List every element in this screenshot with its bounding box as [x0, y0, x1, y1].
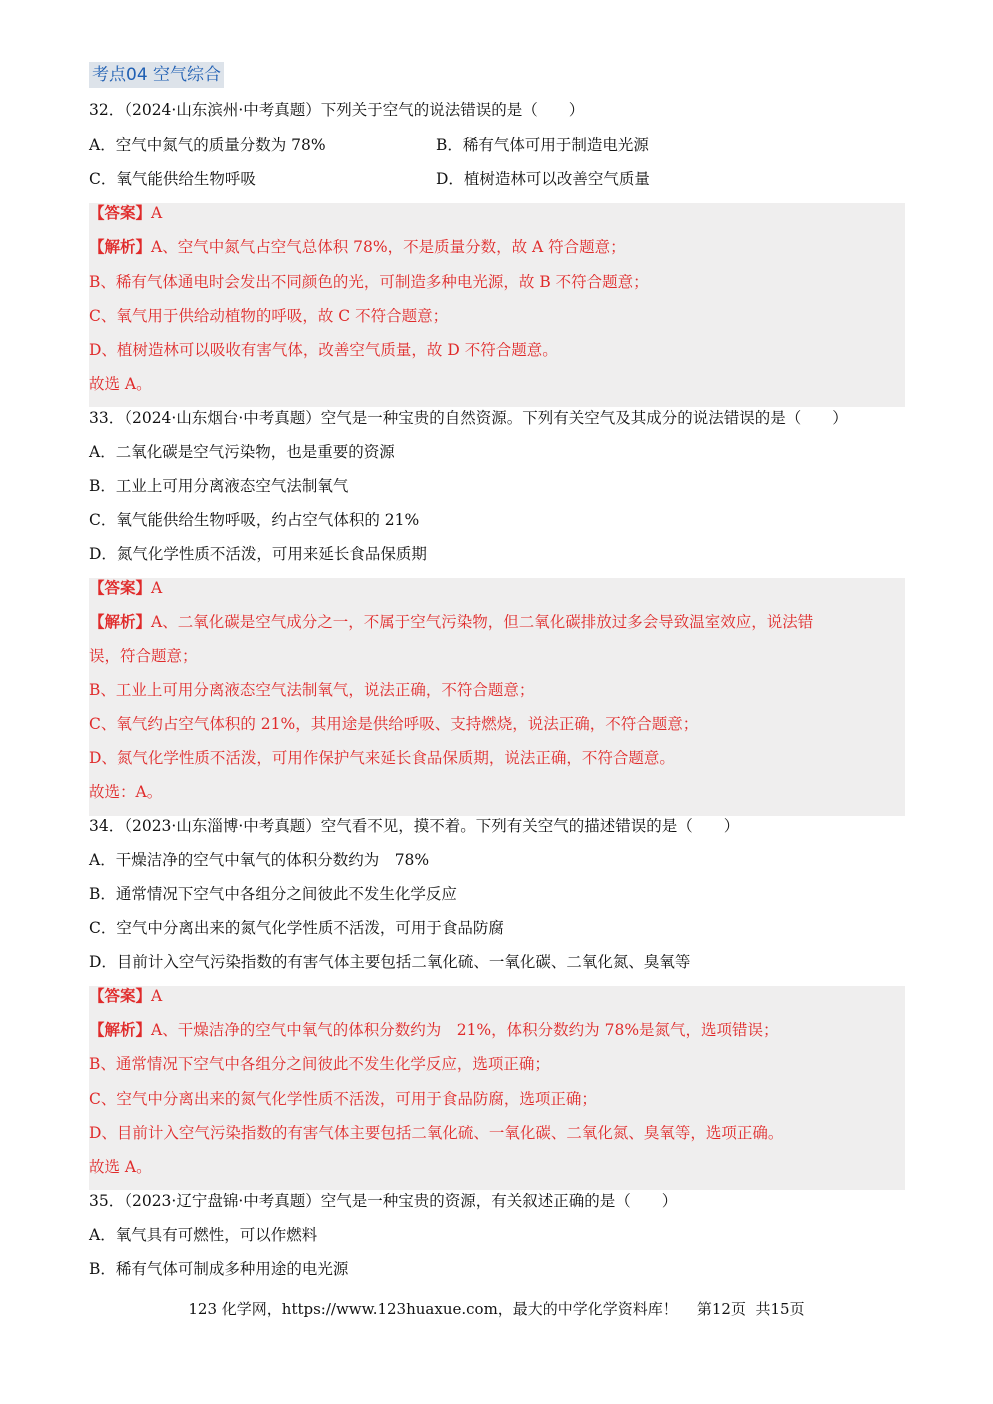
question-35-stem: 35．（2023·辽宁盘锦·中考真题）空气是一种宝贵的资源，有关叙述正确的是（ ） — [89, 1192, 678, 1210]
question-34-option-a: A．干燥洁净的空气中氧气的体积分数约为 78% — [89, 851, 430, 869]
question-32-analysis-2: B、稀有气体通电时会发出不同颜色的光，可制造多种电光源，故 B 不符合题意； — [89, 273, 649, 291]
question-32-analysis-4: D、植树造林可以吸收有害气体，改善空气质量，故 D 不符合题意。 — [89, 341, 558, 359]
question-32-option-d: D．植树造林可以改善空气质量 — [436, 170, 650, 188]
answer-value: A — [151, 204, 163, 222]
page-footer — [0, 1298, 993, 1320]
question-32-stem: 32．（2024·山东滨州·中考真题）下列关于空气的说法错误的是（ ） — [89, 101, 585, 119]
question-34-stem: 34．（2023·山东淄博·中考真题）空气看不见，摸不着。下列有关空气的描述错误的是（ ） — [89, 817, 740, 835]
question-35-option-b: B．稀有气体可制成多种用途的电光源 — [89, 1260, 349, 1278]
question-33-option-d: D．氮气化学性质不活泼，可用来延长食品保质期 — [89, 545, 427, 563]
question-33-option-b: B．工业上可用分离液态空气法制氧气 — [89, 477, 349, 495]
question-34-answer — [89, 985, 162, 1007]
analysis-tag: 【解析】 — [89, 1020, 152, 1039]
question-34-option-d: D．目前计入空气污染指数的有害气体主要包括二氧化硫、一氧化碳、二氧化氮、臭氧等 — [89, 953, 691, 971]
analysis-tag: 【解析】 — [89, 237, 152, 256]
question-34-analysis-4: D、目前计入空气污染指数的有害气体主要包括二氧化硫、一氧化碳、二氧化氮、臭氧等，选项正确。 — [89, 1124, 784, 1142]
footer-page-number: 第12页 共15页 — [696, 1300, 805, 1318]
question-34-analysis-1: 【解析】A、干燥洁净的空气中氧气的体积分数约为 21%，体积分数约为 78%是氮气，选项错误； — [89, 1020, 779, 1039]
question-33-option-c: C．氧气能供给生物呼吸，约占空气体积的 21% — [89, 511, 420, 529]
question-33-analysis-5: D、氮气化学性质不活泼，可用作保护气来延长食品保质期，说法正确，不符合题意。 — [89, 749, 675, 767]
question-32-analysis-1: 【解析】A、空气中氮气占空气总体积 78%，不是质量分数，故 A 符合题意； — [89, 237, 626, 256]
question-35-option-a: A．氧气具有可燃性，可以作燃料 — [89, 1226, 318, 1244]
question-32-analysis-3: C、氧气用于供给动植物的呼吸，故 C 不符合题意； — [89, 307, 449, 325]
answer-value: A — [151, 579, 163, 597]
question-33-answer — [89, 577, 162, 599]
question-32-option-b: B．稀有气体可用于制造电光源 — [436, 136, 649, 154]
analysis-tag: 【解析】 — [89, 612, 152, 631]
question-33-analysis-1: 【解析】A、二氧化碳是空气成分之一，不属于空气污染物，但二氧化碳排放过多会导致温室效应，说法错 — [89, 612, 814, 631]
footer-site: 123 化学网，https://www.123huaxue.com，最大的中学化学资料库！ — [188, 1300, 678, 1318]
question-33-analysis-2: 误，符合题意； — [89, 647, 198, 665]
section-title: 考点04 空气综合 — [89, 62, 224, 88]
answer-tag: 【答案】 — [89, 578, 152, 597]
question-33-analysis-6: 故选：A。 — [89, 783, 163, 801]
question-34-analysis-5: 故选 A。 — [89, 1158, 152, 1176]
question-33-stem: 33．（2024·山东烟台·中考真题）空气是一种宝贵的自然资源。下列有关空气及其成分的说法错误的是（ ） — [89, 409, 848, 427]
question-34-option-b: B．通常情况下空气中各组分之间彼此不发生化学反应 — [89, 885, 457, 903]
question-33-option-a: A．二氧化碳是空气污染物，也是重要的资源 — [89, 443, 395, 461]
answer-tag: 【答案】 — [89, 203, 152, 222]
question-33-analysis-4: C、氧气约占空气体积的 21%，其用途是供给呼吸、支持燃烧，说法正确，不符合题意； — [89, 715, 699, 733]
answer-tag: 【答案】 — [89, 986, 152, 1005]
question-32-option-a: A．空气中氮气的质量分数为 78% — [89, 136, 326, 154]
question-32-option-c: C．氧气能供给生物呼吸 — [89, 170, 256, 188]
question-34-option-c: C．空气中分离出来的氮气化学性质不活泼，可用于食品防腐 — [89, 919, 504, 937]
question-32-answer — [89, 202, 162, 224]
question-33-analysis-3: B、工业上可用分离液态空气法制氧气，说法正确，不符合题意； — [89, 681, 535, 699]
answer-value: A — [151, 987, 163, 1005]
question-34-analysis-3: C、空气中分离出来的氮气化学性质不活泼，可用于食品防腐，选项正确； — [89, 1090, 597, 1108]
question-32-analysis-5: 故选 A。 — [89, 375, 152, 393]
question-34-analysis-2: B、通常情况下空气中各组分之间彼此不发生化学反应，选项正确； — [89, 1055, 550, 1073]
